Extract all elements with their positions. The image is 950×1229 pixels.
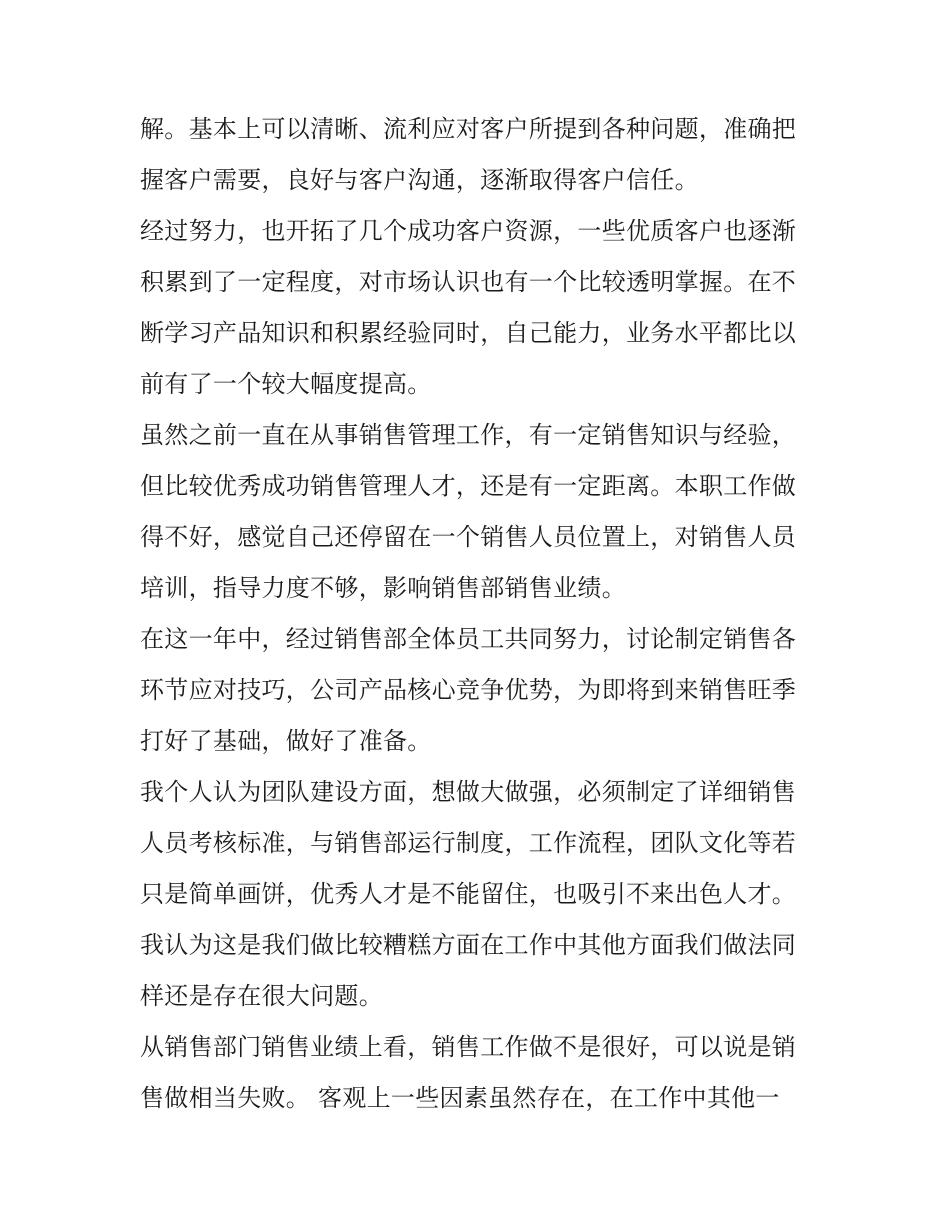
text-line: 我认为这是我们做比较糟糕方面在工作中其他方面我们做法同 bbox=[140, 931, 797, 959]
text-line: 但比较优秀成功销售管理人才，还是有一定距离。本职工作做 bbox=[140, 472, 797, 500]
text-line: 样还是存在很大问题。 bbox=[140, 982, 383, 1010]
text-line: 断学习产品知识和积累经验同时，自己能力，业务水平都比以 bbox=[140, 319, 797, 347]
text-line: 打好了基础，做好了准备。 bbox=[140, 727, 432, 755]
text-line: 虽然之前一直在从事销售管理工作，有一定销售知识与经验， bbox=[140, 421, 797, 449]
text-line: 在这一年中，经过销售部全体员工共同努力，讨论制定销售各 bbox=[140, 625, 797, 653]
text-line: 培训，指导力度不够，影响销售部销售业绩。 bbox=[140, 574, 626, 602]
text-line: 我个人认为团队建设方面，想做大做强，必须制定了详细销售 bbox=[140, 778, 797, 806]
text-line: 解。基本上可以清晰、流利应对客户所提到各种问题，准确把 bbox=[140, 115, 797, 143]
text-line: 前有了一个较大幅度提高。 bbox=[140, 370, 432, 398]
text-line: 经过努力，也开拓了几个成功客户资源，一些优质客户也逐渐 bbox=[140, 217, 797, 245]
body-text bbox=[140, 104, 820, 1124]
text-line: 环节应对技巧，公司产品核心竞争优势，为即将到来销售旺季 bbox=[140, 676, 797, 704]
text-line: 从销售部门销售业绩上看，销售工作做不是很好，可以说是销 bbox=[140, 1033, 797, 1061]
text-line: 得不好，感觉自己还停留在一个销售人员位置上，对销售人员 bbox=[140, 523, 797, 551]
text-line: 人员考核标准，与销售部运行制度，工作流程，团队文化等若 bbox=[140, 829, 797, 857]
text-line: 售做相当失败。 客观上一些因素虽然存在，在工作中其他一 bbox=[140, 1084, 780, 1112]
text-line: 积累到了一定程度，对市场认识也有一个比较透明掌握。在不 bbox=[140, 268, 797, 296]
text-line: 握客户需要，良好与客户沟通，逐渐取得客户信任。 bbox=[140, 166, 699, 194]
text-line: 只是简单画饼，优秀人才是不能留住，也吸引不来出色人才。 bbox=[140, 880, 797, 908]
